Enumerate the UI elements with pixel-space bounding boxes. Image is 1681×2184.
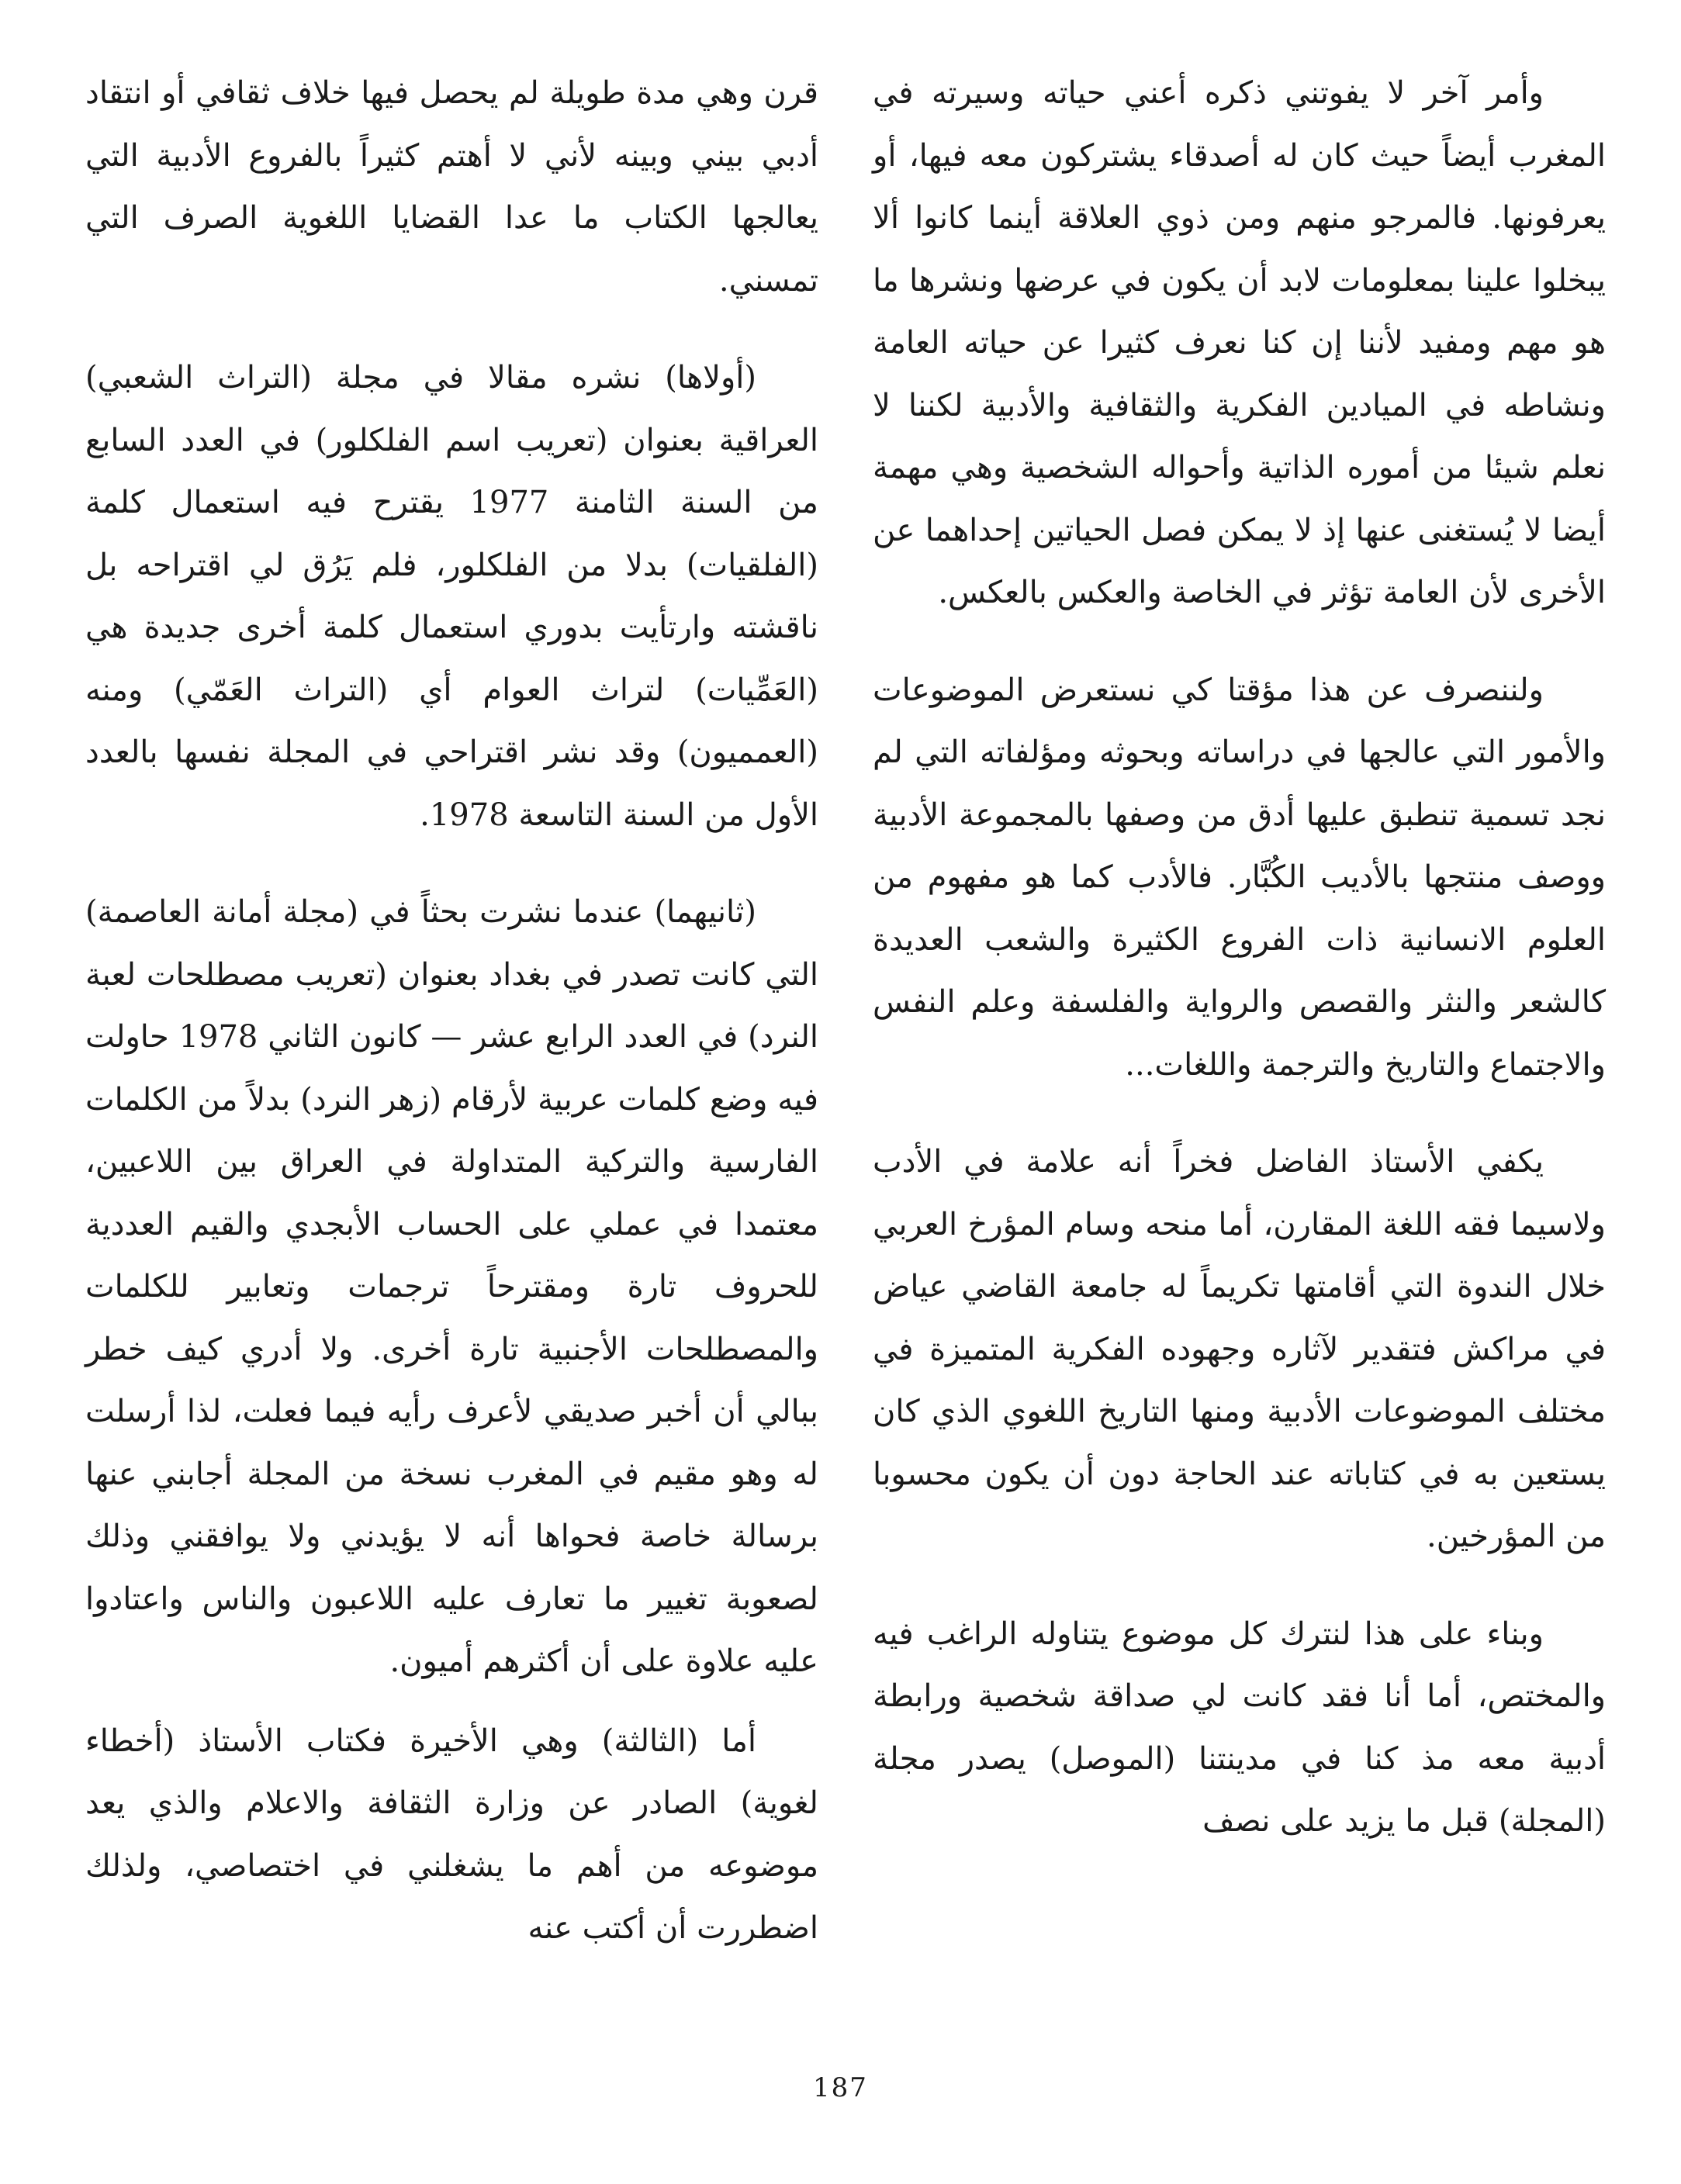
paragraph: ولننصرف عن هذا مؤقتا كي نستعرض الموضوعات والأمور التي عالجها في دراساته وبحوثه ومؤلفاته التي لم نجد تسمية تنطبق عليها أدق من وصفها بالمجموعة الأدبية ووصف منتجها بالأديب الكُبَّار. فالأدب كما هو مفهوم من العلوم الانسانية ذات الفروع الكثيرة والشعب العديدة كالشعر والنثر والقصص والرواية والفلسفة وعلم النفس والاجتماع والتاريخ والترجمة واللغات... xyxy=(873,672,1606,1083)
paragraph: وبناء على هذا لنترك كل موضوع يتناوله الراغب فيه والمختص، أما أنا فقد كانت لي صداقة شخصية ورابطة أدبية معه مذ كنا في مدينتنا (الموصل) يصدر مجلة (المجلة) قبل ما يزيد على نصف xyxy=(873,1616,1606,1839)
paragraph: قرن وهي مدة طويلة لم يحصل فيها خلاف ثقافي أو انتقاد أدبي بيني وبينه لأني لا أهتم كثيراً بالفروع الأدبية التي يعالجها الكتاب ما عدا القضايا اللغوية الصرف التي تمسني. xyxy=(85,75,818,299)
paragraph: (أولاها) نشره مقالا في مجلة (التراث الشعبي) العراقية بعنوان (تعريب اسم الفلكلور) في العدد السابع من السنة الثامنة 1977 يقترح فيه استعمال كلمة (الفلقيات) بدلا من الفلكلور، فلم يَرُق لي اقتراحه بل ناقشته وارتأيت بدوري استعمال كلمة أخرى جديدة هي (العَمِّيات) لتراث العوام أي (التراث العَمّي) ومنه (العمميون) وقد نشر اقتراحي في المجلة نفسها بالعدد الأول من السنة التاسعة 1978. xyxy=(85,360,818,833)
paragraph: (ثانيهما) عندما نشرت بحثاً في (مجلة أمانة العاصمة) التي كانت تصدر في بغداد بعنوان (تعريب مصطلحات لعبة النرد) في العدد الرابع عشر — كانون الثاني 1978 حاولت فيه وضع كلمات عربية لأرقام (زهر النرد) بدلاً من الكلمات الفارسية والتركية المتداولة في العراق بين اللاعبين، معتمدا في عملي على الحساب الأبجدي والقيم العددية للحروف تارة ومقترحاً ترجمات وتعابير للكلمات والمصطلحات الأجنبية تارة أخرى. ولا أدري كيف خطر ببالي أن أخبر صديقي لأعرف رأيه فيما فعلت، لذا أرسلت له وهو مقيم في المغرب نسخة من المجلة أجابني عنها برسالة خاصة فحواها أنه لا يؤيدني ولا يوافقني وذلك لصعوبة تغيير ما تعارف عليه اللاعبون والناس واعتادوا عليه علاوة على أن أكثرهم أميون. xyxy=(85,894,819,1679)
paragraph: أما (الثالثة) وهي الأخيرة فكتاب الأستاذ (أخطاء لغوية) الصادر عن وزارة الثقافة والاعلام والذي يعد موضوعه من أهم ما يشغلني في اختصاصي، ولذلك اضطررت أن أكتب عنه xyxy=(85,1723,818,1946)
paragraph: وأمر آخر لا يفوتني ذكره أعني حياته وسيرته في المغرب أيضاً حيث كان له أصدقاء يشتركون معه فيها، أو يعرفونها. فالمرجو منهم ومن ذوي العلاقة أينما كانوا ألا يبخلوا علينا بمعلومات لابد أن يكون في عرضها ونشرها ما هو مهم ومفيد لأننا إن كنا نعرف كثيرا عن حياته العامة ونشاطه في الميادين الفكرية والثقافية والأدبية لكننا لا نعلم شيئا من أموره الذاتية وأحواله الشخصية وهي مهمة أيضا لا يُستغنى عنها إذ لا يمكن فصل الحياتين إحداهما عن الأخرى لأن العامة تؤثر في الخاصة والعكس بالعكس. xyxy=(873,75,1606,610)
right-column xyxy=(873,62,1606,1853)
left-column xyxy=(85,62,818,1960)
paragraph: يكفي الأستاذ الفاضل فخراً أنه علامة في الأدب ولاسيما فقه اللغة المقارن، أما منحه وسام المؤرخ العربي خلال الندوة التي أقامتها تكريماً له جامعة القاضي عياض في مراكش فتقدير لآثاره وجهوده الفكرية المتميزة في مختلف الموضوعات الأدبية ومنها التاريخ اللغوي الذي كان يستعين به في كتاباته عند الحاجة دون أن يكون محسوبا من المؤرخين. xyxy=(873,1144,1606,1554)
page-number: 187 xyxy=(813,2072,868,2103)
